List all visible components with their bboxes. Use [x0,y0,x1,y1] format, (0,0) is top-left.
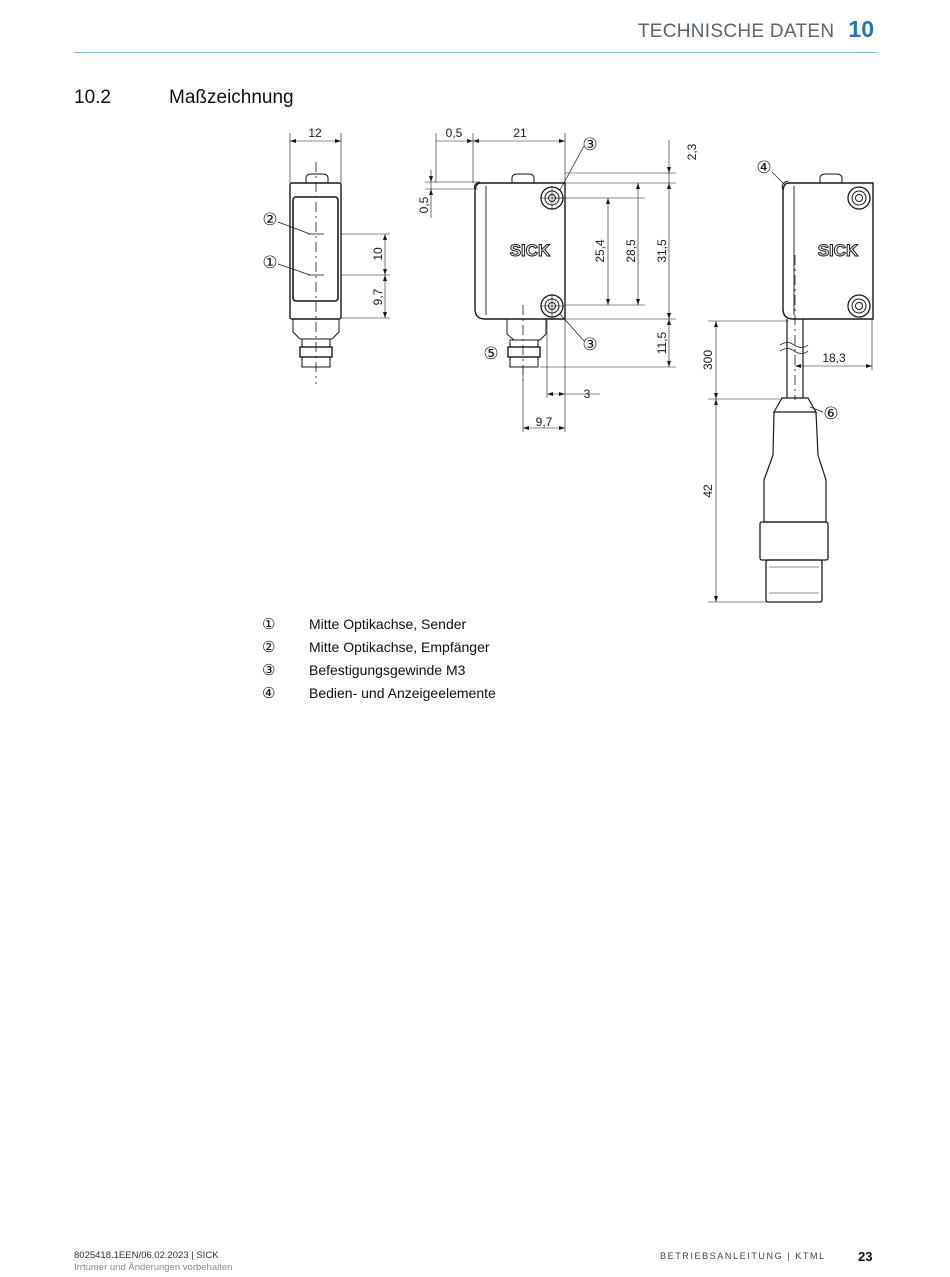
dim-offset-top: 0,5 [445,126,463,140]
dim-vertical-offset: 0,5 [417,196,431,214]
dim-optic-bottom: 9,7 [371,288,385,306]
dim-width-front: 12 [308,126,322,140]
dim-cable-length: 300 [701,349,715,371]
sick-logo-cable: SICK [817,241,859,260]
chapter-number: 10 [848,16,874,42]
dim-cable-offset: 18,3 [822,351,846,365]
dim-hole-spacing: 25,4 [593,239,607,263]
dimension-labels [308,126,846,498]
section-title: Maßzeichnung [169,87,294,108]
legend-text: Mitte Optikachse, Sender [309,615,467,632]
dimension-drawing [0,0,950,620]
legend-text: Bedien- und Anzeigeelemente [309,684,496,701]
legend-item [262,681,496,704]
legend-item [262,658,496,681]
legend-marker: ③ [262,661,276,679]
footer-doc-type: BETRIEBSANLEITUNG | KTML [660,1251,826,1261]
callout-1: ① [262,253,278,272]
dim-top-clearance: 2,3 [685,143,699,161]
dim-depth: 21 [513,126,527,140]
legend-text: Mitte Optikachse, Empfänger [309,638,490,655]
dim-connector-distance: 9,7 [535,415,553,429]
callout-5: ⑤ [483,344,499,363]
cable-view [708,172,873,602]
legend-marker: ② [262,638,276,656]
dim-connector-height: 11,5 [655,331,669,355]
legend-item [262,612,496,635]
footer-doc-id: 8025418.1EEN/06.02.2023 | SICK [74,1250,219,1261]
legend-item [262,635,496,658]
legend-marker: ① [262,615,276,633]
dim-height-inner: 28,5 [624,239,638,263]
dim-optic-spacing: 10 [371,247,385,261]
footer-disclaimer: Irrtümer und Änderungen vorbehalten [74,1262,233,1273]
legend-marker: ④ [262,684,276,702]
callout-4: ④ [756,158,772,177]
callout-6: ⑥ [823,404,839,423]
dim-housing-height: 31,5 [655,239,669,263]
section-number: 10.2 [74,87,111,108]
dim-connector-offset: 3 [583,387,591,401]
side-view [425,133,676,432]
callout-3-bottom: ③ [582,335,598,354]
callout-2: ② [262,210,278,229]
callout-3-top: ③ [582,135,598,154]
sick-logo: SICK [509,241,551,260]
dim-plug-length: 42 [701,484,715,498]
legend [262,612,496,704]
legend-text: Befestigungsgewinde M3 [309,661,466,678]
callout-markers [262,135,838,423]
footer-left [74,1250,232,1274]
chapter-label: TECHNISCHE DATEN [637,21,835,42]
page-number: 23 [858,1249,873,1264]
